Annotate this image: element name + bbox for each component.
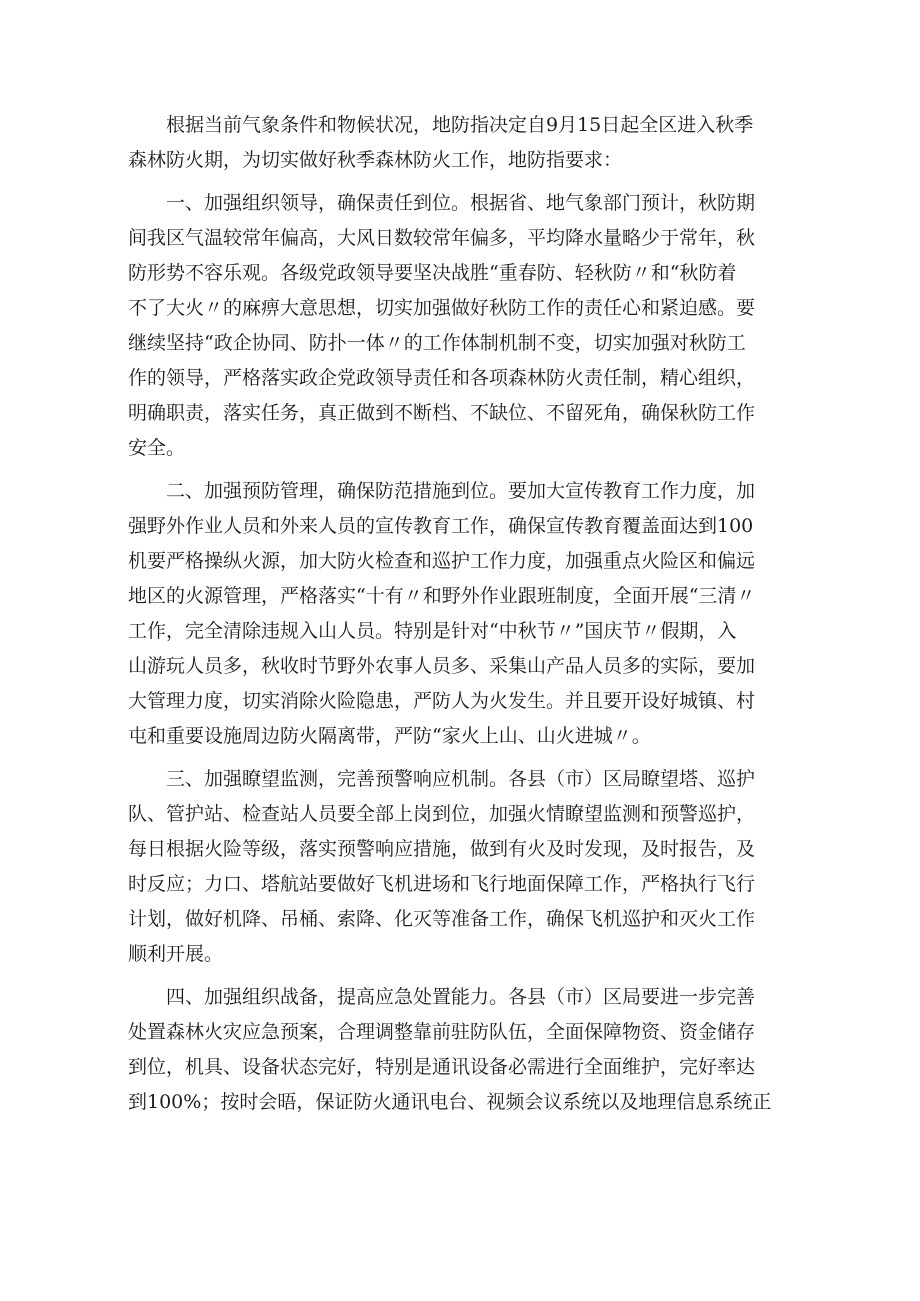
text-line: 森林防火期，为切实做好秋季森林防火工作，地防指要求：	[128, 149, 623, 171]
text-line: 到位，机具、设备状态完好，特别是通讯设备必需进行全面维护，完好率达	[128, 1056, 756, 1078]
text-line: 大管理力度，切实消除火险隐患，严防人为火发生。并且要开设好城镇、村	[128, 690, 756, 712]
paragraph-intro	[128, 108, 800, 178]
text-line: 防形势不容乐观。各级党政领导要坚决战胜“重春防、轻秋防〃和“秋防着	[128, 262, 737, 284]
text-line: 工作，完全清除违规入山人员。特别是针对“中秋节〃”国庆节〃假期，入	[128, 620, 737, 642]
text-line: 屯和重要设施周边防火隔离带，严防“家火上山、山火进城〃。	[128, 725, 651, 747]
text-line: 明确职责，落实任务，真正做到不断档、不缺位、不留死角，确保秋防工作	[128, 402, 756, 424]
text-line: 不了大火〃的麻痹大意思想，切实加强做好秋防工作的责任心和紧迫感。要	[128, 297, 756, 319]
text-line: 四、加强组织战备，提高应急处置能力。各县（市）区局要进一步完善	[166, 986, 756, 1008]
text-line: 强野外作业人员和外来人员的宣传教育工作，确保宣传教育覆盖面达到100	[128, 515, 754, 537]
paragraph-section-1	[128, 186, 800, 466]
paragraph-section-3	[128, 762, 800, 972]
text-line: 作的领导，严格落实政企党政领导责任和各项森林防火责任制，精心组织，	[128, 367, 756, 389]
text-line: 继续坚持“政企协同、防扑一体〃的工作体制机制不变，切实加强对秋防工	[128, 332, 746, 354]
text-line: 队、管护站、检查站人员要全部上岗到位，加强火情瞭望监测和预警巡护，	[128, 803, 756, 825]
text-line: 时反应；力口、塔航站要做好飞机进场和飞行地面保障工作，严格执行飞行	[128, 873, 756, 895]
text-line: 二、加强预防管理，确保防范措施到位。要加大宣传教育工作力度，加	[166, 480, 756, 502]
text-line: 间我区气温较常年偏高，大风日数较常年偏多，平均降水量略少于常年，秋	[128, 227, 756, 249]
text-line: 山游玩人员多，秋收时节野外农事人员多、采集山产品人员多的实际，要加	[128, 655, 756, 677]
text-line: 顺利开展。	[128, 943, 224, 965]
text-line: 地区的火源管理，严格落实“十有〃和野外作业跟班制度，全面开展“三清〃	[128, 585, 756, 607]
text-line: 三、加强瞭望监测，完善预警响应机制。各县（市）区局瞭望塔、巡护	[166, 768, 756, 790]
text-line: 机要严格操纵火源，加大防火检查和巡护工作力度，加强重点火险区和偏远	[128, 550, 756, 572]
paragraph-section-2	[128, 474, 800, 754]
text-line: 计划，做好机降、吊桶、索降、化灭等准备工作，确保飞机巡护和灭火工作	[128, 908, 756, 930]
text-line: 一、加强组织领导，确保责任到位。根据省、地气象部门预计，秋防期	[166, 192, 756, 214]
paragraph-section-4	[128, 980, 800, 1120]
text-line: 每日根据火险等级，落实预警响应措施，做到有火及时发现，及时报告，及	[128, 838, 756, 860]
text-line: 安全。	[128, 437, 186, 459]
text-line: 处置森林火灾应急预案，合理调整靠前驻防队伍，全面保障物资、资金储存	[128, 1021, 756, 1043]
text-line: 根据当前气象条件和物候状况，地防指决定自9月15日起全区进入秋季	[166, 114, 754, 136]
text-line: 到100%；按时会晤，保证防火通讯电台、视频会议系统以及地理信息系统正	[128, 1091, 772, 1113]
document-body	[128, 108, 800, 1128]
